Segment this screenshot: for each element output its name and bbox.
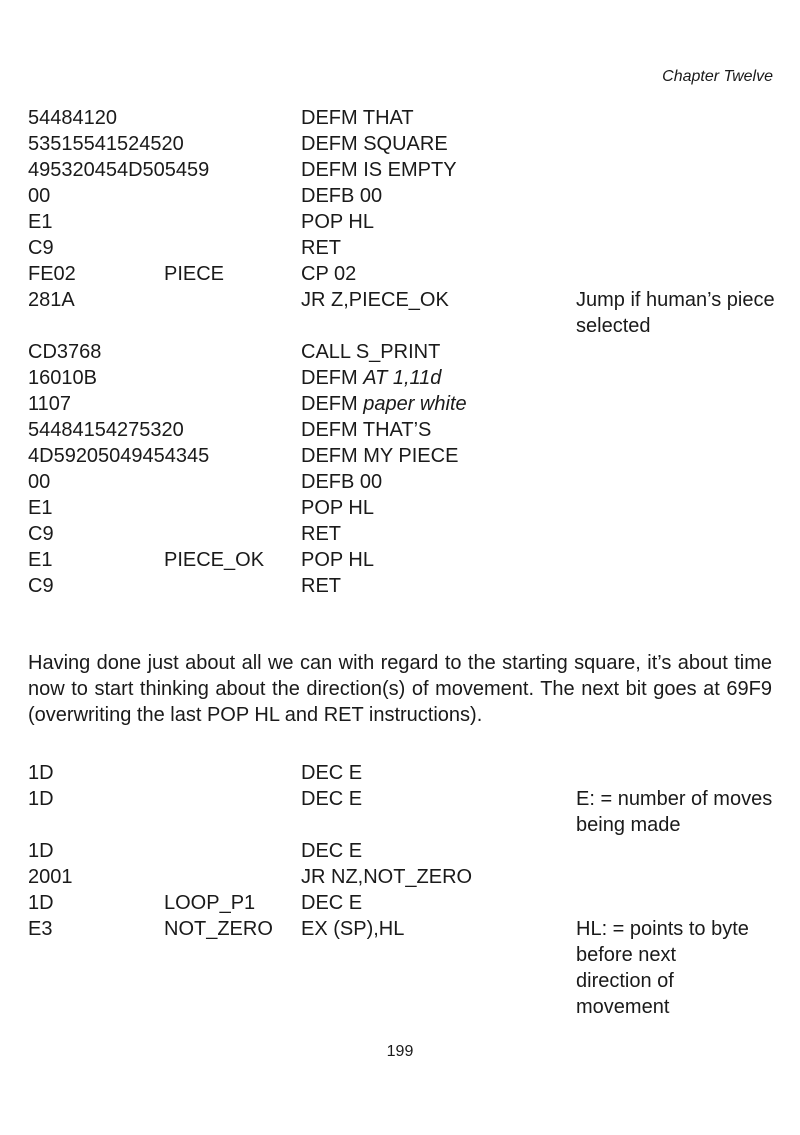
code-label: LOOP_P1 xyxy=(164,892,256,914)
hex-code: 54484154275320 xyxy=(28,419,184,441)
instruction: CALL S_PRINT xyxy=(301,341,441,363)
instruction xyxy=(301,365,441,391)
instruction: CP 02 xyxy=(301,263,357,285)
hex-code: C9 xyxy=(28,575,54,597)
hex-code: E3 xyxy=(28,918,53,940)
hex-code: E1 xyxy=(28,549,53,571)
instruction-operand: paper white xyxy=(363,393,467,415)
instruction: RET xyxy=(301,523,341,545)
hex-code: 16010B xyxy=(28,367,97,389)
instruction: DEFM SQUARE xyxy=(301,133,448,155)
hex-code: 1D xyxy=(28,762,54,784)
hex-code: C9 xyxy=(28,523,54,545)
instruction-prefix: DEFM xyxy=(301,367,364,389)
instruction xyxy=(301,391,467,417)
instruction: DEFM THAT’S xyxy=(301,419,432,441)
hex-code: 00 xyxy=(28,185,51,207)
instruction: POP HL xyxy=(301,211,374,233)
instruction: DEFB 00 xyxy=(301,185,383,207)
instruction: POP HL xyxy=(301,549,374,571)
instruction: RET xyxy=(301,237,341,259)
instruction-prefix: DEFM xyxy=(301,393,364,415)
hex-code: 4D59205049454345 xyxy=(28,445,210,467)
hex-code: 53515541524520 xyxy=(28,133,184,155)
hex-code: 1D xyxy=(28,840,54,862)
code-comment: E: = number of moves being made xyxy=(576,788,773,836)
chapter-header: Chapter Twelve xyxy=(662,68,773,85)
hex-code: 1107 xyxy=(28,393,72,415)
code-comment: HL: = points to byte before next direction of movement xyxy=(576,918,749,1018)
hex-code: 1D xyxy=(28,892,54,914)
instruction: DEC E xyxy=(301,840,363,862)
code-comment: Jump if human’s piece selected xyxy=(576,289,775,337)
instruction: EX (SP),HL xyxy=(301,918,405,940)
instruction: JR Z,PIECE_OK xyxy=(301,289,449,311)
hex-code: 495320454D505459 xyxy=(28,159,210,181)
instruction: DEFB 00 xyxy=(301,471,383,493)
page-number: 199 xyxy=(386,1043,414,1060)
hex-code: 00 xyxy=(28,471,51,493)
hex-code: FE02 xyxy=(28,263,76,285)
hex-code: 2001 xyxy=(28,866,73,888)
instruction: DEC E xyxy=(301,892,363,914)
instruction: JR NZ,NOT_ZERO xyxy=(301,866,473,888)
instruction: RET xyxy=(301,575,341,597)
hex-code: E1 xyxy=(28,211,53,233)
hex-code: 281A xyxy=(28,289,75,311)
instruction-operand: AT 1,11d xyxy=(363,367,442,389)
body-paragraph: Having done just about all we can with regard to the starting square, it’s about time now to start thinking about the direction(s) of movement. The next bit goes at 69F9 (overwriting the last POP HL and RET instructions). xyxy=(28,652,772,726)
code-label: NOT_ZERO xyxy=(164,918,273,940)
instruction: DEFM MY PIECE xyxy=(301,445,459,467)
hex-code: C9 xyxy=(28,237,54,259)
instruction: DEC E xyxy=(301,762,363,784)
hex-code: E1 xyxy=(28,497,53,519)
code-label: PIECE xyxy=(164,263,225,285)
code-label: PIECE_OK xyxy=(164,549,265,571)
hex-code: 1D xyxy=(28,788,54,810)
hex-code: CD3768 xyxy=(28,341,102,363)
hex-code: 54484120 xyxy=(28,107,117,129)
instruction: DEFM THAT xyxy=(301,107,414,129)
instruction: DEFM IS EMPTY xyxy=(301,159,457,181)
instruction: POP HL xyxy=(301,497,374,519)
instruction: DEC E xyxy=(301,788,363,810)
